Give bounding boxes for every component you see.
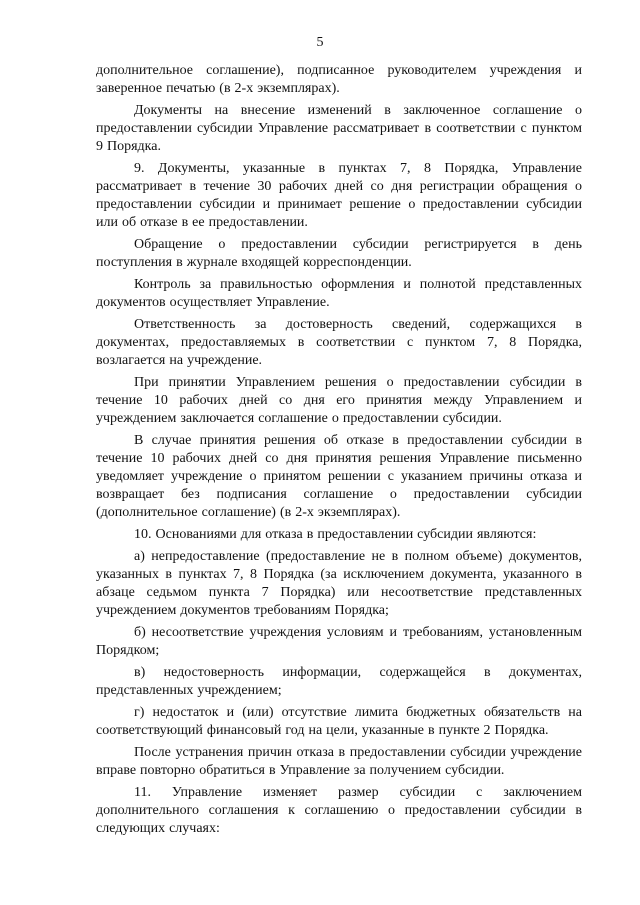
document-body	[96, 62, 582, 842]
paragraph: Ответственность за достоверность сведений, содержащихся в документах, предоставляемых в соответствии с пунктом 7, 8 Порядка, возлагается на учреждение.	[96, 317, 582, 368]
paragraph-continuation: дополнительное соглашение), подписанное руководителем учреждения и заверенное печатью (в 2-х экземплярах).	[96, 63, 582, 96]
paragraph-item-11: 11. Управление изменяет размер субсидии с заключением дополнительного соглашения к соглашению о предоставлении субсидии в следующих случаях:	[96, 785, 582, 836]
paragraph: Документы на внесение изменений в заключенное соглашение о предоставлении субсидии Управление рассматривает в соответствии с пунктом 9 Порядка.	[96, 103, 582, 154]
list-item-a: а) непредоставление (предоставление не в полном объеме) документов, указанных в пунктах 7, 8 Порядка (за исключением документа, указанного в абзаце седьмом пункта 7 Порядка) или несоответствие представленных учреждением документов требованиям Порядка;	[96, 549, 582, 618]
paragraph: Обращение о предоставлении субсидии регистрируется в день поступления в журнале входящей корреспонденции.	[96, 237, 582, 270]
paragraph: Контроль за правильностью оформления и полнотой представленных документов осуществляет Управление.	[96, 277, 582, 310]
paragraph-item-9: 9. Документы, указанные в пунктах 7, 8 Порядка, Управление рассматривает в течение 30 рабочих дней со дня регистрации обращения о предоставлении субсидии и принимает решение о предоставлении субсидии или об отказе в ее предоставлении.	[96, 161, 582, 230]
paragraph: После устранения причин отказа в предоставлении субсидии учреждение вправе повторно обратиться в Управление за получением субсидии.	[96, 745, 582, 778]
list-item-g: г) недостаток и (или) отсутствие лимита бюджетных обязательств на соответствующий финансовый год на цели, указанные в пункте 2 Порядка.	[96, 705, 582, 738]
paragraph: При принятии Управлением решения о предоставлении субсидии в течение 10 рабочих дней со дня его принятия между Управлением и учреждением заключается соглашение о предоставлении субсидии.	[96, 375, 582, 426]
list-item-v: в) недостоверность информации, содержащейся в документах, представленных учреждением;	[96, 665, 582, 698]
paragraph: В случае принятия решения об отказе в предоставлении субсидии в течение 10 рабочих дней со дня принятия решения Управление письменно уведомляет учреждение о принятом решении с указанием причины отказа и возвращает без подписания соглашение о предоставлении субсидии (дополнительное соглашение) (в 2-х экземплярах).	[96, 433, 582, 520]
paragraph-item-10: 10. Основаниями для отказа в предоставлении субсидии являются:	[134, 527, 537, 542]
page-number: 5	[316, 35, 324, 50]
list-item-b: б) несоответствие учреждения условиям и требованиям, установленным Порядком;	[96, 625, 582, 658]
